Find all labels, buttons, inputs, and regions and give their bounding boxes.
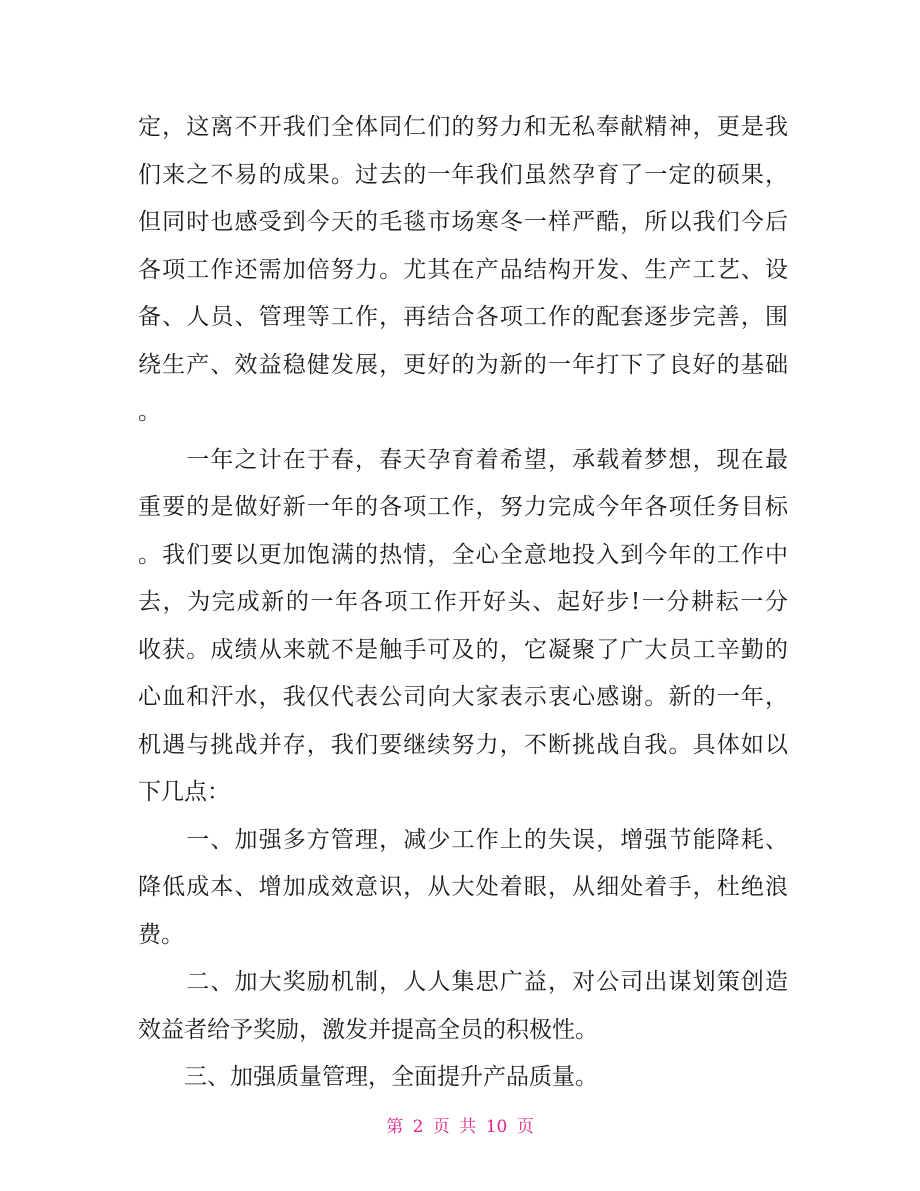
text-line: 绕生产、效益稳健发展，更好的为新的一年打下了良好的基础 [138, 351, 788, 378]
text-line: 机遇与挑战并存，我们要继续努力，不断挑战自我。具体如以 [138, 731, 788, 758]
text-line: 重要的是做好新一年的各项工作，努力完成今年各项任务目标 [138, 494, 788, 520]
text-line: 们来之不易的成果。过去的一年我们虽然孕育了一定的硕果， [138, 161, 788, 188]
text-line: 二、加大奖励机制，人人集思广益，对公司出谋划策创造 [138, 969, 788, 995]
text-line: 。 [138, 399, 161, 425]
text-line: 收获。成绩从来就不是触手可及的，它凝聚了广大员工辛勤的 [138, 636, 788, 663]
text-line: 。我们要以更加饱满的热情，全心全意地投入到今年的工作中 [138, 541, 788, 568]
text-line: 但同时也感受到今天的毛毯市场寒冬一样严酷，所以我们今后 [138, 209, 788, 235]
text-line: 降低成本、增加成效意识，从大处着眼，从细处着手，杜绝浪 [138, 874, 788, 900]
text-line: 效益者给予奖励，激发并提高全员的积极性。 [138, 1016, 598, 1043]
text-line: 心血和汗水，我仅代表公司向大家表示衷心感谢。新的一年， [138, 684, 788, 710]
text-line: 费。 [138, 921, 184, 948]
text-line: 定，这离不开我们全体同仁们的努力和无私奉献精神，更是我 [138, 114, 788, 140]
text-line: 一、加强多方管理，减少工作上的失误，增强节能降耗、 [138, 826, 788, 853]
text-line: 备、人员、管理等工作，再结合各项工作的配套逐步完善，围 [138, 304, 788, 330]
text-line: 一年之计在于春，春天孕育着希望，承载着梦想，现在最 [138, 446, 788, 473]
page-number-footer: 第 2 页 共 10 页 [386, 1117, 534, 1137]
text-line: 三、加强质量管理，全面提升产品质量。 [138, 1064, 598, 1090]
text-line: 下几点： [138, 779, 230, 805]
text-line: 去，为完成新的一年各项工作开好头、起好步!一分耕耘一分 [138, 589, 788, 615]
body-text [138, 104, 788, 1102]
text-line: 各项工作还需加倍努力。尤其在产品结构开发、生产工艺、设 [138, 256, 788, 283]
